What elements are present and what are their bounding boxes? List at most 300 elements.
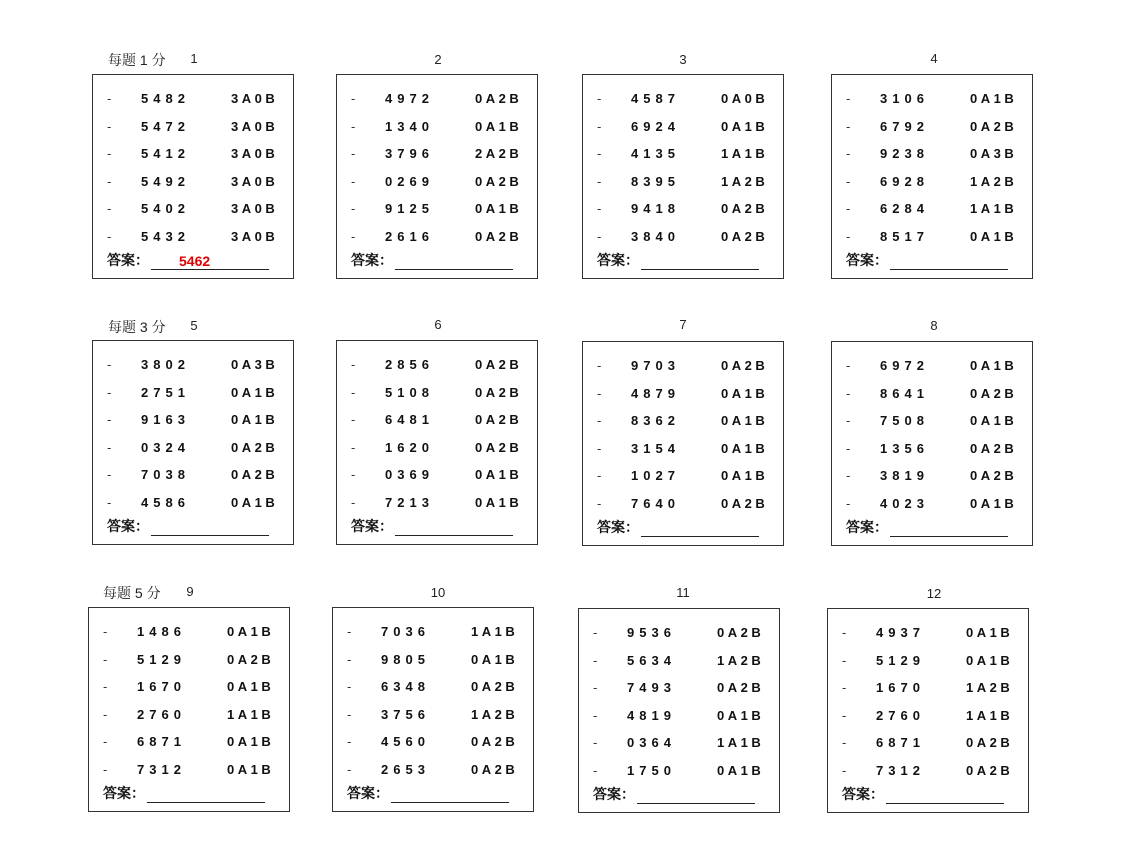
answer-label: 答案： bbox=[846, 519, 888, 535]
guess-result: 0A2B bbox=[231, 439, 279, 455]
guess-row bbox=[93, 119, 293, 147]
dash-marker: - bbox=[347, 761, 352, 777]
dash-marker: - bbox=[351, 173, 356, 189]
guess-row bbox=[93, 357, 293, 385]
guess-code: 5412 bbox=[141, 146, 190, 162]
answer-field[interactable] bbox=[641, 253, 759, 270]
dash-marker: - bbox=[347, 651, 352, 667]
answer-field[interactable] bbox=[641, 520, 759, 537]
guess-result: 0A1B bbox=[970, 358, 1018, 373]
dash-marker: - bbox=[351, 146, 356, 162]
guess-code: 7036 bbox=[381, 624, 430, 639]
guess-code: 6924 bbox=[631, 118, 680, 134]
answer-field[interactable] bbox=[151, 253, 269, 270]
dash-marker: - bbox=[597, 495, 602, 511]
puzzle-number: 10 bbox=[430, 585, 446, 600]
guess-result: 0A1B bbox=[475, 118, 523, 134]
dash-marker: - bbox=[103, 679, 108, 695]
guess-result: 0A2B bbox=[231, 467, 279, 483]
guess-code: 2856 bbox=[385, 357, 434, 372]
guess-result: 0A2B bbox=[721, 201, 769, 217]
guess-row bbox=[93, 467, 293, 495]
answer-area bbox=[593, 784, 755, 804]
dash-marker: - bbox=[347, 624, 352, 639]
dash-marker: - bbox=[597, 146, 602, 162]
guess-list bbox=[337, 357, 537, 523]
answer-area bbox=[842, 784, 1004, 804]
dash-marker: - bbox=[597, 468, 602, 484]
guess-result: 0A1B bbox=[471, 651, 519, 667]
guess-row bbox=[828, 653, 1028, 681]
guess-code: 9125 bbox=[385, 201, 434, 217]
puzzle-card-5 bbox=[92, 340, 294, 545]
answer-field[interactable] bbox=[395, 519, 513, 536]
guess-result: 2A2B bbox=[475, 146, 523, 162]
dash-marker: - bbox=[846, 173, 851, 189]
dash-marker: - bbox=[347, 706, 352, 722]
dash-marker: - bbox=[107, 118, 112, 134]
guess-result: 0A2B bbox=[471, 734, 519, 750]
guess-code: 9536 bbox=[627, 625, 676, 640]
puzzle-card-12 bbox=[827, 608, 1029, 813]
guess-list bbox=[89, 624, 289, 790]
guess-code: 0324 bbox=[141, 439, 190, 455]
guess-result: 0A2B bbox=[471, 761, 519, 777]
guess-result: 1A2B bbox=[717, 652, 765, 668]
guess-row bbox=[832, 413, 1032, 441]
dash-marker: - bbox=[846, 358, 851, 373]
dash-marker: - bbox=[107, 384, 112, 400]
guess-code: 4135 bbox=[631, 146, 680, 162]
guess-code: 6928 bbox=[880, 173, 929, 189]
guess-row bbox=[579, 735, 779, 763]
guess-result: 0A1B bbox=[717, 762, 765, 778]
guess-code: 4023 bbox=[880, 495, 929, 511]
guess-result: 3A0B bbox=[231, 201, 279, 217]
guess-result: 0A2B bbox=[475, 228, 523, 244]
guess-result: 3A0B bbox=[231, 146, 279, 162]
dash-marker: - bbox=[103, 624, 108, 639]
guess-code: 5472 bbox=[141, 118, 190, 134]
guess-row bbox=[832, 91, 1032, 119]
guess-list bbox=[93, 91, 293, 257]
guess-code: 7213 bbox=[385, 494, 434, 510]
guess-code: 4587 bbox=[631, 91, 680, 106]
guess-result: 0A1B bbox=[475, 467, 523, 483]
guess-code: 4879 bbox=[631, 385, 680, 401]
puzzle-card-10 bbox=[332, 607, 534, 812]
guess-list bbox=[337, 91, 537, 257]
puzzle-card-2 bbox=[336, 74, 538, 279]
dash-marker: - bbox=[842, 652, 847, 668]
answer-label: 答案： bbox=[597, 519, 639, 535]
guess-row bbox=[832, 174, 1032, 202]
guess-code: 9703 bbox=[631, 358, 680, 373]
guess-result: 0A1B bbox=[717, 707, 765, 723]
guess-row bbox=[579, 680, 779, 708]
guess-code: 7640 bbox=[631, 495, 680, 511]
guess-row bbox=[583, 386, 783, 414]
guess-code: 1027 bbox=[631, 468, 680, 484]
puzzle-number: 11 bbox=[676, 585, 690, 600]
guess-code: 8395 bbox=[631, 173, 680, 189]
guess-result: 0A1B bbox=[721, 385, 769, 401]
guess-row bbox=[337, 91, 537, 119]
guess-result: 0A1B bbox=[970, 91, 1018, 106]
guess-row bbox=[828, 708, 1028, 736]
answer-label: 答案： bbox=[351, 252, 393, 268]
dash-marker: - bbox=[597, 358, 602, 373]
answer-field[interactable] bbox=[151, 519, 269, 536]
guess-code: 8641 bbox=[880, 385, 929, 401]
dash-marker: - bbox=[597, 91, 602, 106]
guess-code: 5129 bbox=[876, 652, 925, 668]
guess-code: 1750 bbox=[627, 762, 676, 778]
guess-result: 1A2B bbox=[966, 680, 1014, 696]
guess-code: 4819 bbox=[627, 707, 676, 723]
guess-row bbox=[832, 468, 1032, 496]
guess-result: 0A1B bbox=[970, 413, 1018, 429]
dash-marker: - bbox=[597, 228, 602, 244]
guess-code: 1356 bbox=[880, 440, 929, 456]
dash-marker: - bbox=[351, 439, 356, 455]
guess-row bbox=[93, 91, 293, 119]
guess-result: 1A1B bbox=[471, 624, 519, 639]
guess-row bbox=[337, 467, 537, 495]
dash-marker: - bbox=[597, 385, 602, 401]
guess-result: 1A2B bbox=[721, 173, 769, 189]
puzzle-number: 1 bbox=[190, 51, 198, 66]
guess-row bbox=[93, 201, 293, 229]
guess-code: 6284 bbox=[880, 201, 929, 217]
guess-code: 3796 bbox=[385, 146, 434, 162]
answer-area bbox=[597, 250, 759, 270]
guess-row bbox=[337, 440, 537, 468]
guess-result: 0A1B bbox=[231, 412, 279, 428]
guess-result: 0A1B bbox=[231, 384, 279, 400]
puzzle-number: 5 bbox=[190, 318, 198, 333]
guess-result: 0A1B bbox=[227, 761, 275, 777]
guess-code: 6871 bbox=[137, 734, 186, 750]
guess-code: 5402 bbox=[141, 201, 190, 217]
guess-list bbox=[579, 625, 779, 791]
puzzle-number: 12 bbox=[926, 586, 942, 601]
guess-code: 5432 bbox=[141, 228, 190, 244]
guess-code: 9418 bbox=[631, 201, 680, 217]
dash-marker: - bbox=[107, 467, 112, 483]
guess-code: 4972 bbox=[385, 91, 434, 106]
dash-marker: - bbox=[846, 468, 851, 484]
guess-row bbox=[89, 707, 289, 735]
guess-result: 1A1B bbox=[721, 146, 769, 162]
guess-result: 3A0B bbox=[231, 173, 279, 189]
guess-result: 1A2B bbox=[471, 706, 519, 722]
puzzle-card-9 bbox=[88, 607, 290, 812]
guess-code: 4937 bbox=[876, 625, 925, 640]
answer-field[interactable] bbox=[637, 787, 755, 804]
guess-result: 0A2B bbox=[721, 495, 769, 511]
answer-label: 答案： bbox=[842, 786, 884, 802]
guess-row bbox=[583, 174, 783, 202]
guess-code: 1670 bbox=[876, 680, 925, 696]
answer-label: 答案： bbox=[597, 252, 639, 268]
guess-code: 4586 bbox=[141, 494, 190, 510]
guess-code: 7508 bbox=[880, 413, 929, 429]
guess-code: 8362 bbox=[631, 413, 680, 429]
guess-result: 0A1B bbox=[475, 201, 523, 217]
guess-code: 6792 bbox=[880, 118, 929, 134]
guess-row bbox=[337, 412, 537, 440]
answer-area bbox=[846, 250, 1008, 270]
dash-marker: - bbox=[107, 357, 112, 372]
guess-row bbox=[832, 201, 1032, 229]
answer-label: 答案： bbox=[107, 518, 149, 534]
guess-code: 2751 bbox=[141, 384, 190, 400]
guess-code: 3106 bbox=[880, 91, 929, 106]
guess-row bbox=[333, 624, 533, 652]
puzzle-number: 3 bbox=[679, 52, 687, 67]
puzzle-card-8 bbox=[831, 341, 1033, 546]
dash-marker: - bbox=[107, 146, 112, 162]
guess-result: 0A1B bbox=[227, 734, 275, 750]
guess-row bbox=[89, 624, 289, 652]
guess-result: 0A1B bbox=[970, 228, 1018, 244]
guess-row bbox=[93, 412, 293, 440]
dash-marker: - bbox=[347, 679, 352, 695]
guess-code: 9238 bbox=[880, 146, 929, 162]
guess-result: 0A2B bbox=[227, 651, 275, 667]
answer-area bbox=[351, 250, 513, 270]
guess-row bbox=[337, 385, 537, 413]
guess-row bbox=[89, 734, 289, 762]
dash-marker: - bbox=[107, 494, 112, 510]
dash-marker: - bbox=[593, 707, 598, 723]
guess-result: 0A2B bbox=[970, 440, 1018, 456]
guess-row bbox=[583, 468, 783, 496]
answer-label: 答案： bbox=[347, 785, 389, 801]
dash-marker: - bbox=[597, 413, 602, 429]
guess-row bbox=[333, 652, 533, 680]
guess-result: 0A2B bbox=[475, 384, 523, 400]
guess-code: 4560 bbox=[381, 734, 430, 750]
guess-code: 9805 bbox=[381, 651, 430, 667]
guess-row bbox=[337, 201, 537, 229]
guess-result: 0A1B bbox=[721, 468, 769, 484]
guess-row bbox=[583, 201, 783, 229]
guess-row bbox=[832, 441, 1032, 469]
guess-row bbox=[832, 386, 1032, 414]
dash-marker: - bbox=[846, 440, 851, 456]
dash-marker: - bbox=[597, 201, 602, 217]
guess-result: 0A2B bbox=[721, 358, 769, 373]
dash-marker: - bbox=[107, 439, 112, 455]
guess-result: 0A1B bbox=[966, 625, 1014, 640]
dash-marker: - bbox=[842, 625, 847, 640]
guess-result: 0A0B bbox=[721, 91, 769, 106]
dash-marker: - bbox=[107, 228, 112, 244]
guess-result: 0A2B bbox=[970, 118, 1018, 134]
guess-list bbox=[828, 625, 1028, 791]
dash-marker: - bbox=[347, 734, 352, 750]
answer-area bbox=[351, 516, 513, 536]
guess-result: 0A1B bbox=[721, 440, 769, 456]
dash-marker: - bbox=[597, 118, 602, 134]
guess-code: 1486 bbox=[137, 624, 186, 639]
guess-list bbox=[832, 91, 1032, 257]
guess-row bbox=[579, 625, 779, 653]
guess-list bbox=[583, 91, 783, 257]
guess-code: 3819 bbox=[880, 468, 929, 484]
dash-marker: - bbox=[107, 173, 112, 189]
answer-field[interactable] bbox=[886, 787, 1004, 804]
section-label-5pt: 每题 5 分 bbox=[103, 585, 161, 601]
guess-code: 7312 bbox=[137, 761, 186, 777]
answer-area bbox=[597, 517, 759, 537]
puzzle-number: 4 bbox=[930, 51, 938, 66]
guess-row bbox=[333, 679, 533, 707]
dash-marker: - bbox=[351, 118, 356, 134]
guess-result: 3A0B bbox=[231, 118, 279, 134]
guess-result: 1A1B bbox=[966, 707, 1014, 723]
answer-field[interactable] bbox=[890, 520, 1008, 537]
guess-code: 5492 bbox=[141, 173, 190, 189]
answer-field[interactable] bbox=[890, 253, 1008, 270]
guess-code: 0364 bbox=[627, 735, 676, 751]
guess-result: 0A2B bbox=[471, 679, 519, 695]
guess-list bbox=[93, 357, 293, 523]
answer-label: 答案： bbox=[351, 518, 393, 534]
guess-result: 0A2B bbox=[721, 228, 769, 244]
puzzle-card-3 bbox=[582, 74, 784, 279]
guess-row bbox=[337, 357, 537, 385]
guess-code: 0269 bbox=[385, 173, 434, 189]
section-label-3pt: 每题 3 分 bbox=[108, 319, 166, 335]
guess-code: 6348 bbox=[381, 679, 430, 695]
guess-list bbox=[583, 358, 783, 524]
dash-marker: - bbox=[107, 412, 112, 428]
dash-marker: - bbox=[842, 735, 847, 751]
puzzle-card-6 bbox=[336, 340, 538, 545]
dash-marker: - bbox=[351, 228, 356, 244]
dash-marker: - bbox=[846, 118, 851, 134]
dash-marker: - bbox=[351, 494, 356, 510]
guess-row bbox=[828, 735, 1028, 763]
guess-code: 3756 bbox=[381, 706, 430, 722]
guess-result: 0A2B bbox=[717, 680, 765, 696]
dash-marker: - bbox=[842, 707, 847, 723]
guess-code: 3840 bbox=[631, 228, 680, 244]
guess-row bbox=[93, 385, 293, 413]
guess-code: 2616 bbox=[385, 228, 434, 244]
guess-row bbox=[832, 119, 1032, 147]
dash-marker: - bbox=[107, 91, 112, 106]
section-label-1pt: 每题 1 分 bbox=[108, 52, 166, 68]
guess-result: 0A3B bbox=[970, 146, 1018, 162]
guess-result: 0A3B bbox=[231, 357, 279, 372]
guess-row bbox=[89, 679, 289, 707]
guess-result: 0A1B bbox=[227, 679, 275, 695]
dash-marker: - bbox=[597, 173, 602, 189]
guess-code: 1670 bbox=[137, 679, 186, 695]
guess-row bbox=[583, 146, 783, 174]
guess-row bbox=[337, 119, 537, 147]
guess-row bbox=[583, 413, 783, 441]
answer-area bbox=[107, 250, 269, 270]
puzzle-number: 6 bbox=[434, 317, 442, 332]
guess-row bbox=[333, 707, 533, 735]
guess-result: 1A2B bbox=[970, 173, 1018, 189]
dash-marker: - bbox=[103, 734, 108, 750]
guess-result: 0A2B bbox=[475, 173, 523, 189]
puzzle-number: 2 bbox=[434, 52, 442, 67]
guess-code: 5634 bbox=[627, 652, 676, 668]
guess-row bbox=[583, 91, 783, 119]
dash-marker: - bbox=[107, 201, 112, 217]
guess-row bbox=[337, 146, 537, 174]
puzzle-number: 8 bbox=[930, 318, 938, 333]
puzzle-card-7 bbox=[582, 341, 784, 546]
guess-result: 0A2B bbox=[475, 357, 523, 372]
answer-field[interactable] bbox=[395, 253, 513, 270]
guess-result: 0A2B bbox=[475, 91, 523, 106]
guess-result: 0A2B bbox=[966, 762, 1014, 778]
dash-marker: - bbox=[593, 680, 598, 696]
dash-marker: - bbox=[846, 385, 851, 401]
dash-marker: - bbox=[593, 735, 598, 751]
guess-row bbox=[579, 708, 779, 736]
guess-code: 0369 bbox=[385, 467, 434, 483]
puzzle-card-11 bbox=[578, 608, 780, 813]
answer-area bbox=[846, 517, 1008, 537]
answer-area bbox=[107, 516, 269, 536]
guess-code: 5108 bbox=[385, 384, 434, 400]
guess-row bbox=[832, 146, 1032, 174]
guess-result: 0A1B bbox=[231, 494, 279, 510]
guess-code: 6481 bbox=[385, 412, 434, 428]
dash-marker: - bbox=[842, 680, 847, 696]
guess-code: 2760 bbox=[876, 707, 925, 723]
guess-row bbox=[583, 441, 783, 469]
answer-area bbox=[347, 783, 509, 803]
dash-marker: - bbox=[846, 228, 851, 244]
guess-result: 0A2B bbox=[970, 468, 1018, 484]
guess-result: 0A2B bbox=[475, 439, 523, 455]
guess-row bbox=[337, 174, 537, 202]
answer-field[interactable] bbox=[391, 786, 509, 803]
dash-marker: - bbox=[351, 201, 356, 217]
guess-result: 0A1B bbox=[475, 494, 523, 510]
guess-list bbox=[333, 624, 533, 790]
dash-marker: - bbox=[351, 357, 356, 372]
dash-marker: - bbox=[351, 384, 356, 400]
guess-result: 0A2B bbox=[717, 625, 765, 640]
guess-code: 2653 bbox=[381, 761, 430, 777]
guess-code: 6871 bbox=[876, 735, 925, 751]
guess-code: 7312 bbox=[876, 762, 925, 778]
guess-result: 0A2B bbox=[966, 735, 1014, 751]
answer-label: 答案： bbox=[593, 786, 635, 802]
puzzle-card-4 bbox=[831, 74, 1033, 279]
puzzle-number: 9 bbox=[186, 584, 194, 599]
guess-code: 8517 bbox=[880, 228, 929, 244]
dash-marker: - bbox=[351, 91, 356, 106]
dash-marker: - bbox=[846, 201, 851, 217]
guess-row bbox=[93, 146, 293, 174]
guess-row bbox=[93, 174, 293, 202]
answer-field[interactable] bbox=[147, 786, 265, 803]
guess-row bbox=[832, 358, 1032, 386]
dash-marker: - bbox=[103, 761, 108, 777]
